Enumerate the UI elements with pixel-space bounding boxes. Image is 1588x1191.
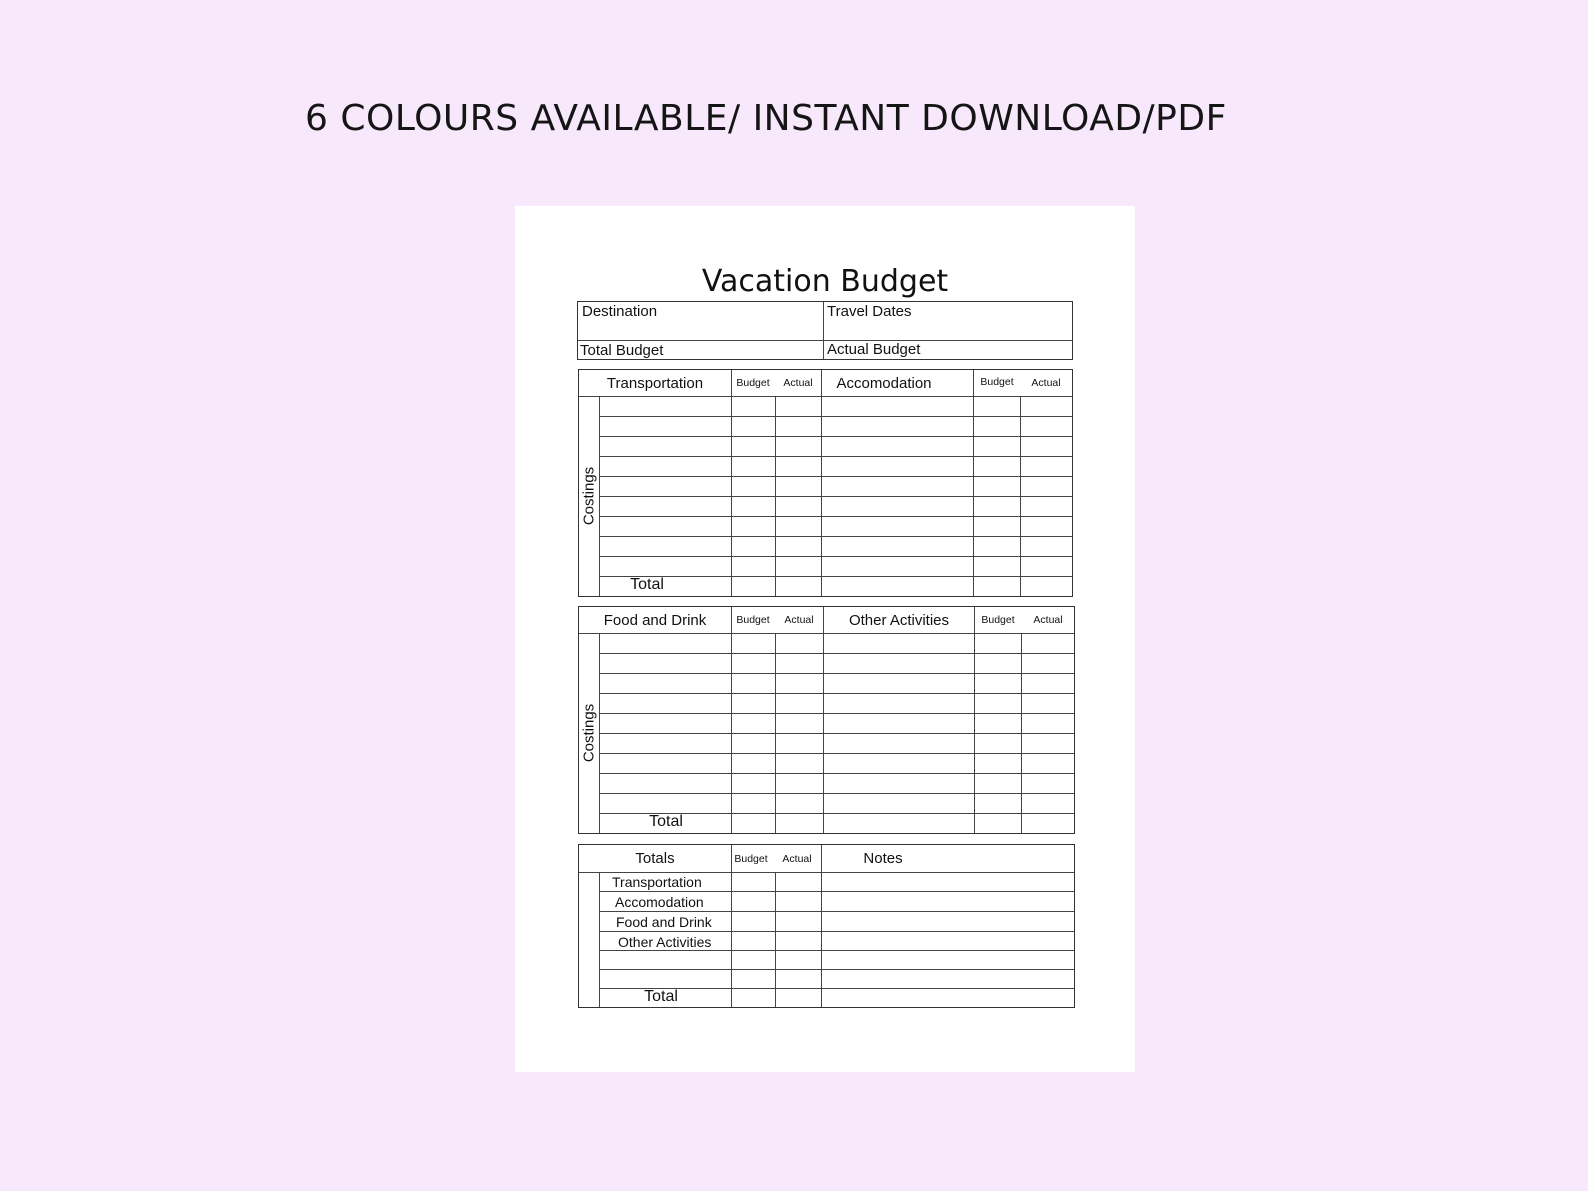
food-activities-table [578, 606, 1075, 834]
total-budget-label: Total Budget [580, 342, 664, 359]
budget-header: Budget [981, 614, 1015, 626]
actual-header: Actual [1033, 614, 1063, 626]
actual-header: Actual [783, 377, 813, 389]
costings-side-label: Costings [580, 703, 598, 763]
actual-header: Actual [782, 853, 812, 865]
notes-header: Notes [863, 850, 903, 867]
section-total-label: Total [630, 576, 664, 593]
totals-row-accomodation: Accomodation [615, 894, 704, 910]
budget-header: Budget [736, 377, 770, 389]
actual-header: Actual [784, 614, 814, 626]
costings-side-label: Costings [580, 466, 598, 526]
transportation-header: Transportation [606, 375, 704, 392]
other-activities-header: Other Activities [848, 612, 950, 629]
totals-notes-table [578, 844, 1075, 1008]
sheet-title: Vacation Budget [701, 264, 949, 299]
totals-header: Totals [635, 850, 675, 867]
section-total-label: Total [649, 813, 683, 830]
budget-header: Budget [980, 376, 1014, 388]
travel-dates-label: Travel Dates [827, 303, 912, 320]
actual-budget-label: Actual Budget [827, 341, 921, 358]
actual-header: Actual [1031, 377, 1061, 389]
food-and-drink-header: Food and Drink [603, 612, 707, 629]
grand-total-label: Total [644, 988, 678, 1005]
budget-sheet [515, 206, 1135, 1072]
totals-row-food-and-drink: Food and Drink [616, 914, 712, 930]
budget-header: Budget [736, 614, 770, 626]
accomodation-header: Accomodation [836, 375, 932, 392]
banner-text: 6 COLOURS AVAILABLE/ INSTANT DOWNLOAD/PDF [305, 98, 1227, 139]
budget-header: Budget [734, 853, 768, 865]
destination-label: Destination [582, 303, 658, 320]
totals-row-other-activities: Other Activities [618, 934, 712, 950]
trip-info-box [577, 301, 1073, 360]
transport-accomodation-table [578, 369, 1073, 597]
totals-row-transportation: Transportation [612, 874, 702, 890]
